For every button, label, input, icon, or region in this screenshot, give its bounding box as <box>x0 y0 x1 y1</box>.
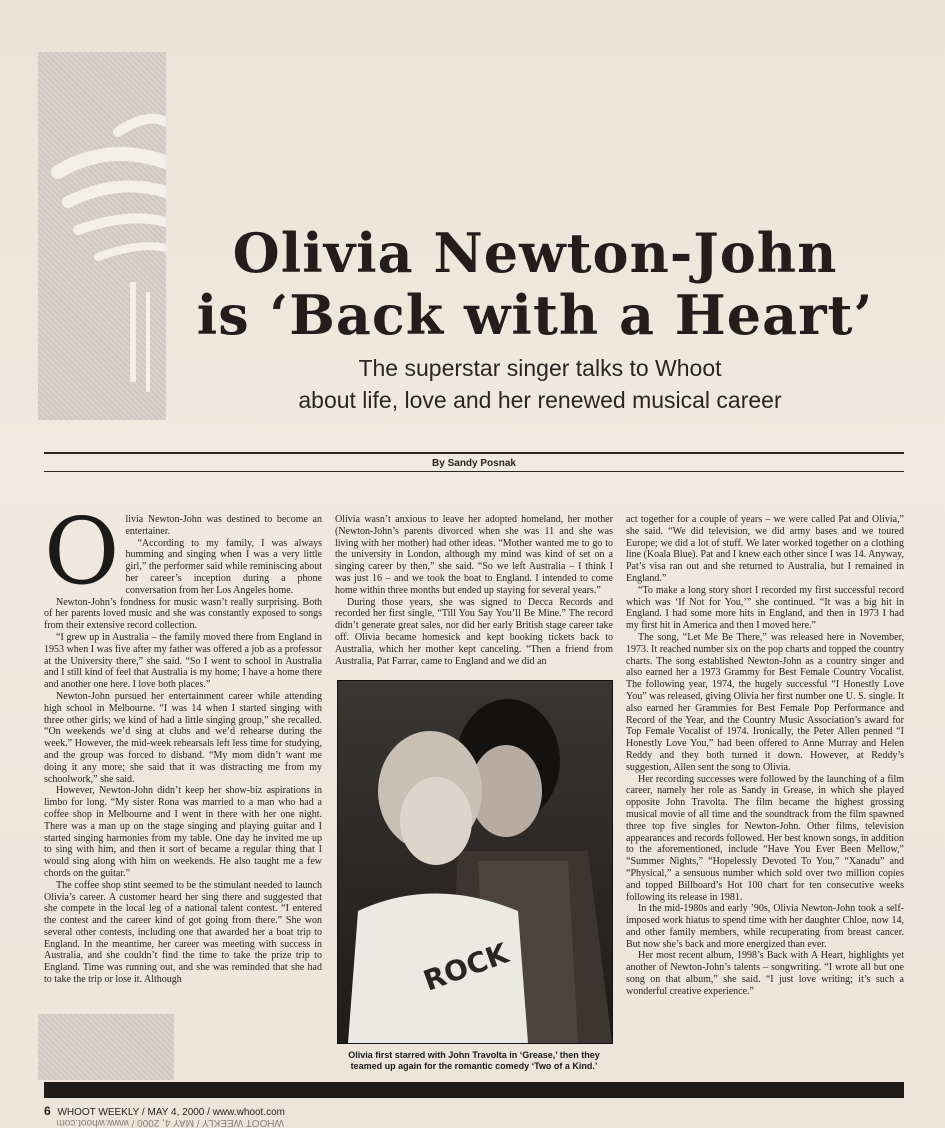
paragraph: Her recording successes were followed by the launching of a film career, namely her role as Sandy in Grease, in which she played opposite John Travolta. The film became the highest grossing musical movie of all time and the soundtrack from the film spawned three top five singles for Newton-John. Other films, television appearances and records followed. Her best known songs, in addition to the aforementioned, include “Have You Ever Been Mellow,” “Summer Nights,” “Hopelessly Devoted To You,” “Xanadu” and “Physical,” a sensuous number which sold over two million copies and topped Billboard’s Hot 100 chart for ten consecutive weeks following its release in 1981. <box>626 773 904 903</box>
paragraph: “I grew up in Australia – the family moved there from England in 1953 when I was five after my father was offered a job as a professor at the University there,” she said. “So I went to school in Australia and I still kind of feel that Australia is my home; I have a home there and another one here. I love both places.” <box>44 631 322 691</box>
shirt-text: ROCK <box>419 936 513 998</box>
footer-bar <box>44 1082 904 1098</box>
decorative-heart-graphic <box>38 52 166 420</box>
caption-line-2: teamed up again for the romantic comedy ‘Two of a Kind.’ <box>350 1061 598 1071</box>
subhead-line-1: The superstar singer talks to Whoot <box>358 355 722 381</box>
paragraph: In the mid-1980s and early ’90s, Olivia Newton-John took a self-imposed work hiatus to spend time with her daughter Chloe, now 14, and other family members, while recuperating from breast cancer. But now she’s back and more energized than ever. <box>626 903 904 950</box>
article-subhead <box>240 352 840 416</box>
byline-bottom-rule <box>44 471 904 472</box>
photo-olivia-and-travolta <box>338 681 612 1043</box>
paragraph: livia Newton-John was destined to become an entertainer. <box>125 514 322 537</box>
footer-text: WHOOT WEEKLY / MAY 4, 2000 / www.whoot.com <box>57 1107 285 1118</box>
paragraph: The song, “Let Me Be There,” was released here in November, 1973. It reached number six on the pop charts and topped the country charts. The song established Newton-John as a country singer and also earned her a 1973 Grammy for Best Female Country Vocalist. The following year, 1974, the hugely successful “I Honestly Love You” was released, giving Olivia her first number one U. S. single. It also earned her Grammies for Best Female Pop Performance and Record of the Year, and the Country Music Association’s award for Top Female Vocalist of 1974. Ironically, the Peter Allen penned “I Honestly Love You,” had been offered to Anne Murray and Helen Reddy and they both turned it down. However, at Reddy’s suggestion, Allen sent the song to Olivia. <box>626 631 904 773</box>
page-footer <box>44 1104 285 1118</box>
article-column-2 <box>335 514 613 667</box>
paragraph: Newton-John pursued her entertainment career while attending high school in Melbourne. “I was 14 when I started singing with three other girls; we kind of had a little singing group,” she recalled. “On weekends we’d sing at clubs and we’d rehearse during the week.” However, the mid-week rehearsals left less time for studying, and the group was forced to disband. “My mom didn’t want me doing it any more; she said that it was distracting me from my schoolwork,” she said. <box>44 690 322 785</box>
byline: By Sandy Posnak <box>432 458 516 469</box>
page-number: 6 <box>44 1104 51 1118</box>
subhead-line-2: about life, love and her renewed musical career <box>298 387 782 413</box>
headline-line-1: Olivia Newton-John <box>232 221 838 285</box>
paragraph: During those years, she was signed to Decca Records and recorded her first single, “Till You Say You’ll Be Mine.” The record didn’t generate great sales, nor did her early British stage career take off. Olivia became homesick and kept booking tickets back to Australia, which her mother kept canceling. “Then a friend from Australia, Pat Farrar, came to England and we did an <box>335 596 613 667</box>
paragraph: However, Newton-John didn’t keep her show-biz aspirations in limbo for long. “My sister Rona was married to a man who had a coffee shop in Melbourne and I went in there with her one night. There was a man up on the stage singing and playing guitar and I started singing harmonies from my table. One day he invited me up to sing with him, and then it sort of became a regular thing that I would sing along with him on weekends. He also taught me a few chords on the guitar.” <box>44 785 322 879</box>
paragraph: act together for a couple of years – we were called Pat and Olivia,” she said. “We did television, we did army bases and we toured Europe; we did a lot of stuff. We later worked together on a clothing line (Koala Blue). Pat and I knew each other since I was 14. Anyway, Pat’s visa ran out and she returned to Australia, but I remained in England.” <box>626 514 904 584</box>
article-column-1 <box>44 498 322 986</box>
headline-line-2: is ‘Back with a Heart’ <box>196 283 874 347</box>
article-headline <box>175 222 895 346</box>
photo-caption <box>337 1050 611 1072</box>
footer-text-mirrored: WHOOT WEEKLY / MAY 4, 2000 / www.whoot.com <box>56 1117 284 1128</box>
paragraph: “According to my family, I was always humming and singing when I was a very little girl,” the performer said while reminiscing about her career’s inception during a phone conversation from her Los Angeles home. <box>125 537 322 596</box>
drop-cap: O <box>44 498 120 605</box>
decorative-corner-block <box>38 1014 174 1080</box>
article-column-3 <box>626 514 904 998</box>
paragraph: “To make a long story short I recorded my first successful record which was ‘If Not for You,’” she continued. “It was a big hit in England. I had some more hits in England, and then in 1973 I had my first hit in America and then I moved here.” <box>626 584 904 632</box>
paragraph: Newton-John’s fondness for music wasn’t really surprising. Both of her parents loved music and she was constantly exposed to songs from their extensive record collection. <box>44 596 322 632</box>
heart-swirl-icon <box>38 52 166 420</box>
paragraph: Her most recent album, 1998’s Back with A Heart, highlights yet another of Newton-John’s talents – songwriting. “I wrote all but one song on that album,” she said. “I just love writing; it’s such a wonderful creative experience.” <box>626 950 904 997</box>
article-photo <box>337 680 613 1044</box>
paragraph: The coffee shop stint seemed to be the stimulant needed to launch Olivia’s career. A customer heard her sing there and suggested that she compete in the local leg of a national talent contest. “I entered the contest and the career kind of got going from there.” She won several other contests, including one that awarded her a boat trip to England. In the meantime, her career was meeting with success in Australia, and she couldn’t find the time to take the prize trip to England. Time was running out, and she was reminded that she had to take the trip or lose it. Although <box>44 879 322 986</box>
paragraph: Olivia wasn’t anxious to leave her adopted homeland, her mother (Newton-John’s parents divorced when she was 11 and she was living with her mother) had other ideas. “Mother wanted me to go to the university in London, although my mind was kind of set on a singing career by then,” she said. “So we left Australia – I think I was just 16 – and we took the boat to England. I intended to come home within three months but ended up staying for several years.” <box>335 514 613 596</box>
byline-top-rule <box>44 452 904 454</box>
bleed-through-footer <box>57 1117 285 1128</box>
caption-line-1: Olivia first starred with John Travolta in ‘Grease,’ then they <box>348 1050 600 1060</box>
